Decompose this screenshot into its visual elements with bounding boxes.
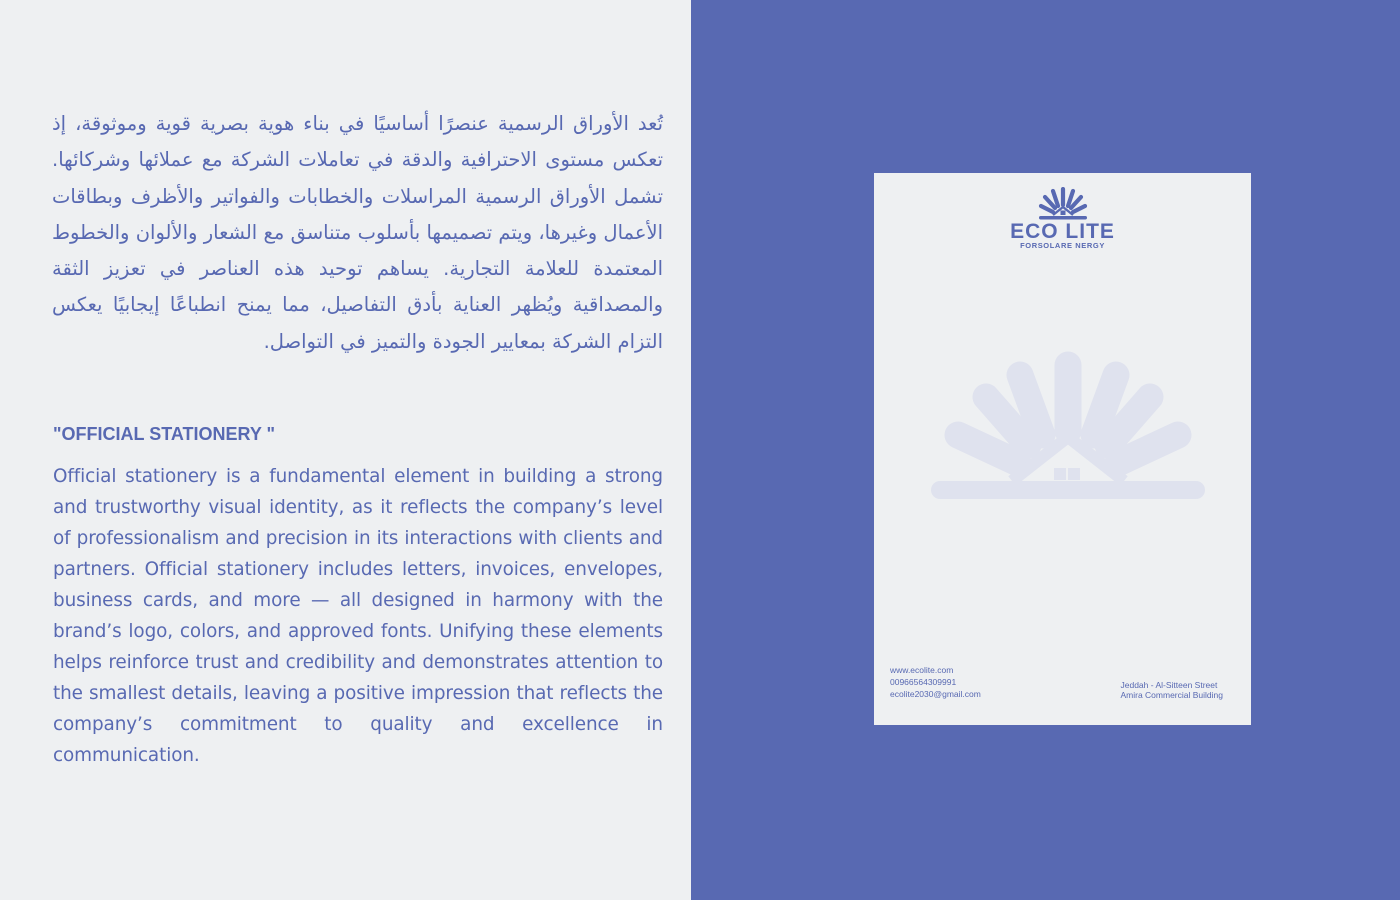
email-text: ecolite2030@gmail.com [890,689,981,700]
sun-rays-house-watermark-icon [930,351,1206,503]
letterhead-contacts [890,664,981,701]
arabic-section-body: تُعد الأوراق الرسمية عنصرًا أساسيًا في بناء هوية بصرية قوية وموثوقة، إذ تعكس مستوى الاحترافية والدقة في تعاملات الشركة مع عملائها وشركائها. تشمل الأوراق الرسمية المراسلات والخطابات والفواتير والأظرف وبطاقات الأعمال وغيرها، ويتم تصميمها بأسلوب متناسق مع الشعار والألوان والخطوط المعتمدة للعلامة التجارية. يساهم توحيد هذه العناصر في تعزيز الثقة والمصداقية ويُظهر العناية بأدق التفاصيل، مما يمنح انطباعًا إيجابيًا يعكس التزام الشركة بمعايير الجودة والتميز في التواصل. [52,112,663,353]
website-text: www.ecolite.com [890,665,954,675]
phone-text: 00966564309991 [890,677,957,688]
english-section-body: Official stationery is a fundamental element in building a strong and trustworthy visual identity, as it reflects the company’s level of professionalism and precision in its interactions with clients and partners. Official stationery includes letters, invoices, envelopes, business cards, and more — all designed in harmony with the brand’s logo, colors, and approved fonts. Unifying these elements helps reinforce trust and credibility and demonstrates attention to the smallest details, leaving a positive impression that reflects the company’s commitment to quality and excellence in communication. [53,466,663,766]
address-line-1: Jeddah - Al-Sitteen Street [1120,680,1218,690]
letterhead-address [1120,680,1223,700]
letterhead-mockup [874,173,1251,725]
brand-name: ECO LITE [1010,220,1115,243]
brand-tagline: FORSOLARE NERGY [1020,241,1105,250]
sun-rays-house-icon [1038,187,1088,221]
address-line-2: Amira Commercial Building [1120,690,1223,700]
text-panel [0,0,691,900]
english-section-title: "OFFICIAL STATIONERY " [53,424,276,444]
